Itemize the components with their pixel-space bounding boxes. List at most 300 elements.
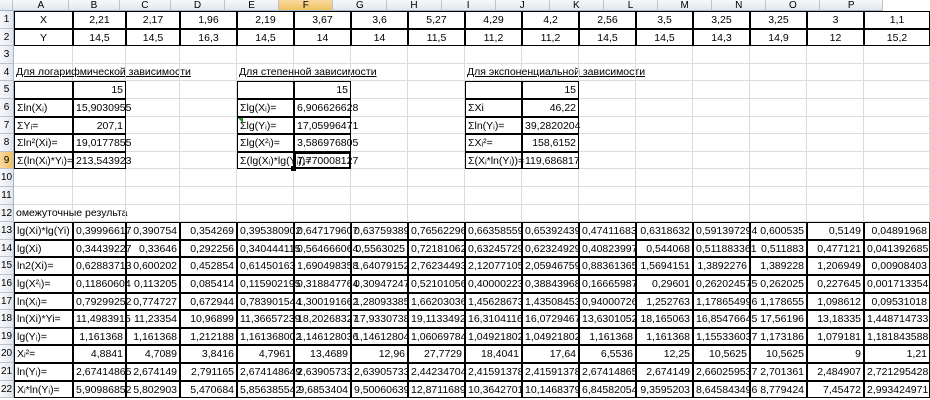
- cell-a1[interactable]: X: [14, 11, 73, 29]
- cell-i12[interactable]: [465, 205, 522, 223]
- cell-k22[interactable]: 6,84582054: [579, 381, 636, 399]
- cell-e12[interactable]: [237, 205, 294, 223]
- cell-g9[interactable]: [351, 152, 408, 170]
- cell-e18[interactable]: 11,36657239: [237, 310, 294, 328]
- row-header-22[interactable]: 22: [0, 381, 14, 399]
- cell-m10[interactable]: [693, 169, 750, 187]
- cell-n12[interactable]: [750, 205, 807, 223]
- cell-m16[interactable]: 0,262024575: [693, 275, 750, 293]
- cell-p5[interactable]: [864, 81, 930, 99]
- cell-l5[interactable]: [636, 81, 693, 99]
- error-indicator-icon[interactable]: [238, 118, 243, 123]
- cell-h6[interactable]: [408, 99, 465, 117]
- cell-c1[interactable]: 2,17: [126, 11, 180, 29]
- cell-m8[interactable]: [693, 134, 750, 152]
- column-header-h[interactable]: H: [387, 0, 441, 11]
- cell-h2[interactable]: 11,5: [408, 29, 465, 47]
- cell-k3[interactable]: [579, 46, 636, 64]
- cell-i3[interactable]: [465, 46, 522, 64]
- cell-j10[interactable]: [522, 169, 579, 187]
- cell-b9[interactable]: 213,543923: [73, 152, 126, 170]
- cell-o5[interactable]: [807, 81, 864, 99]
- cell-o17[interactable]: 1,098612: [807, 293, 864, 311]
- column-header-g[interactable]: G: [333, 0, 387, 11]
- cell-o11[interactable]: [807, 187, 864, 205]
- row-header-9[interactable]: 9: [0, 152, 14, 170]
- cell-j18[interactable]: 16,0729467: [522, 310, 579, 328]
- cell-p15[interactable]: 0,00908403: [864, 257, 930, 275]
- row-header-19[interactable]: 19: [0, 328, 14, 346]
- cell-f11[interactable]: [294, 187, 351, 205]
- cell-d11[interactable]: [180, 187, 237, 205]
- cell-i16[interactable]: 0,40000223: [465, 275, 522, 293]
- cell-n9[interactable]: [750, 152, 807, 170]
- cell-d1[interactable]: 1,96: [180, 11, 237, 29]
- cell-o22[interactable]: 7,45472: [807, 381, 864, 399]
- cell-g8[interactable]: [351, 134, 408, 152]
- cell-n8[interactable]: [750, 134, 807, 152]
- cell-h13[interactable]: 0,76562296: [408, 222, 465, 240]
- cell-g20[interactable]: 12,96: [351, 345, 408, 363]
- cell-e3[interactable]: [237, 46, 294, 64]
- cell-c13[interactable]: 0,390754: [126, 222, 180, 240]
- cell-d21[interactable]: 2,791165: [180, 363, 237, 381]
- row-header-20[interactable]: 20: [0, 345, 14, 363]
- cell-k20[interactable]: 6,5536: [579, 345, 636, 363]
- cell-a14[interactable]: lg(Xi): [14, 240, 73, 258]
- cell-a19[interactable]: lg(Yᵢ)=: [14, 328, 73, 346]
- column-header-n[interactable]: N: [712, 0, 766, 11]
- cell-j1[interactable]: 4,2: [522, 11, 579, 29]
- cell-b22[interactable]: 5,90986852: [73, 381, 126, 399]
- cell-m4[interactable]: [693, 64, 750, 82]
- cell-e22[interactable]: 5,856385542: [237, 381, 294, 399]
- cell-a15[interactable]: ln2(Xi)=: [14, 257, 73, 275]
- cell-h1[interactable]: 5,27: [408, 11, 465, 29]
- cell-b15[interactable]: 0,62883713: [73, 257, 126, 275]
- cell-c9[interactable]: [126, 152, 180, 170]
- cell-l11[interactable]: [636, 187, 693, 205]
- cell-b20[interactable]: 4,8841: [73, 345, 126, 363]
- cell-i15[interactable]: 2,12077105: [465, 257, 522, 275]
- cell-h22[interactable]: 12,8711689: [408, 381, 465, 399]
- cell-c12[interactable]: [126, 205, 180, 223]
- cell-e14[interactable]: 0,340444115: [237, 240, 294, 258]
- cell-n18[interactable]: 17,56196: [750, 310, 807, 328]
- cell-k2[interactable]: 14,5: [579, 29, 636, 47]
- column-header-e[interactable]: E: [225, 0, 279, 11]
- cell-m12[interactable]: [693, 205, 750, 223]
- row-header-5[interactable]: 5: [0, 81, 14, 99]
- cell-a20[interactable]: Xᵢ²=: [14, 345, 73, 363]
- column-header-k[interactable]: K: [550, 0, 604, 11]
- cell-p11[interactable]: [864, 187, 930, 205]
- cell-c21[interactable]: 2,674149: [126, 363, 180, 381]
- cell-k21[interactable]: 2,67414865: [579, 363, 636, 381]
- cell-a10[interactable]: [14, 169, 73, 187]
- cell-i22[interactable]: 10,3642701: [465, 381, 522, 399]
- cell-o7[interactable]: [807, 117, 864, 135]
- row-header-1[interactable]: 1: [0, 11, 14, 29]
- cell-p18[interactable]: 1,448714733: [864, 310, 930, 328]
- cell-h18[interactable]: 19,1133492: [408, 310, 465, 328]
- cell-l15[interactable]: 1,5694151: [636, 257, 693, 275]
- cell-b7[interactable]: 207,1: [73, 117, 126, 135]
- cell-i11[interactable]: [465, 187, 522, 205]
- cell-f7[interactable]: 17,05996471: [294, 117, 351, 135]
- cell-e5[interactable]: [237, 81, 294, 99]
- cell-f13[interactable]: 0,647179607: [294, 222, 351, 240]
- cell-c19[interactable]: 1,161368: [126, 328, 180, 346]
- cell-l16[interactable]: 0,29601: [636, 275, 693, 293]
- cell-i14[interactable]: 0,63245729: [465, 240, 522, 258]
- cell-j17[interactable]: 1,43508453: [522, 293, 579, 311]
- cell-g2[interactable]: 14: [351, 29, 408, 47]
- cell-d20[interactable]: 3,8416: [180, 345, 237, 363]
- cell-d4[interactable]: [180, 64, 237, 82]
- cell-a5[interactable]: [14, 81, 73, 99]
- cell-j3[interactable]: [522, 46, 579, 64]
- cell-b5[interactable]: 15: [73, 81, 126, 99]
- row-header-13[interactable]: 13: [0, 222, 14, 240]
- cell-e10[interactable]: [237, 169, 294, 187]
- cell-k18[interactable]: 13,6301052: [579, 310, 636, 328]
- cell-n5[interactable]: [750, 81, 807, 99]
- cell-i5[interactable]: [465, 81, 522, 99]
- cell-m19[interactable]: 1,155336037: [693, 328, 750, 346]
- cell-b12[interactable]: [73, 205, 126, 223]
- select-all-corner[interactable]: [0, 0, 13, 11]
- cell-f19[interactable]: 1,146128036: [294, 328, 351, 346]
- cell-o3[interactable]: [807, 46, 864, 64]
- cell-a6[interactable]: Σln(Xᵢ): [14, 99, 73, 117]
- cell-g1[interactable]: 3,6: [351, 11, 408, 29]
- cell-b3[interactable]: [73, 46, 126, 64]
- cell-o1[interactable]: 3: [807, 11, 864, 29]
- cell-g17[interactable]: 1,28093385: [351, 293, 408, 311]
- cell-o20[interactable]: 9: [807, 345, 864, 363]
- cell-m9[interactable]: [693, 152, 750, 170]
- cell-b13[interactable]: 0,39996617: [73, 222, 126, 240]
- cell-e2[interactable]: 14,5: [237, 29, 294, 47]
- cell-n13[interactable]: 0,600535: [750, 222, 807, 240]
- column-header-a[interactable]: A: [13, 0, 69, 11]
- cell-m18[interactable]: 16,85476645: [693, 310, 750, 328]
- cell-n14[interactable]: 0,511883: [750, 240, 807, 258]
- cell-m1[interactable]: 3,25: [693, 11, 750, 29]
- cell-p16[interactable]: 0,001713354: [864, 275, 930, 293]
- cell-h21[interactable]: 2,44234704: [408, 363, 465, 381]
- cell-c2[interactable]: 14,5: [126, 29, 180, 47]
- cell-h10[interactable]: [408, 169, 465, 187]
- cell-p10[interactable]: [864, 169, 930, 187]
- cell-l2[interactable]: 14,5: [636, 29, 693, 47]
- cell-c22[interactable]: 5,802903: [126, 381, 180, 399]
- cell-n19[interactable]: 1,173186: [750, 328, 807, 346]
- cell-g19[interactable]: 1,14612804: [351, 328, 408, 346]
- cell-n10[interactable]: [750, 169, 807, 187]
- cell-k10[interactable]: [579, 169, 636, 187]
- cell-e7[interactable]: Σlg(Yᵢ)=: [237, 117, 294, 135]
- cell-a4[interactable]: Для логарифмической зависимости: [14, 64, 73, 82]
- row-header-2[interactable]: 2: [0, 29, 14, 47]
- cell-i13[interactable]: 0,66358559: [465, 222, 522, 240]
- cell-d9[interactable]: [180, 152, 237, 170]
- cell-j13[interactable]: 0,65392439: [522, 222, 579, 240]
- cell-n21[interactable]: 2,701361: [750, 363, 807, 381]
- cell-f5[interactable]: 15: [294, 81, 351, 99]
- cell-e15[interactable]: 0,61450163: [237, 257, 294, 275]
- cell-m2[interactable]: 14,3: [693, 29, 750, 47]
- cell-h7[interactable]: [408, 117, 465, 135]
- cell-n4[interactable]: [750, 64, 807, 82]
- cell-f8[interactable]: 3,586976805: [294, 134, 351, 152]
- cell-c8[interactable]: [126, 134, 180, 152]
- cell-k5[interactable]: [579, 81, 636, 99]
- cell-m17[interactable]: 1,178654996: [693, 293, 750, 311]
- cell-p17[interactable]: 0,09531018: [864, 293, 930, 311]
- cell-h20[interactable]: 27,7729: [408, 345, 465, 363]
- cell-e20[interactable]: 4,7961: [237, 345, 294, 363]
- cell-p13[interactable]: 0,04891968: [864, 222, 930, 240]
- cell-k19[interactable]: 1,161368: [579, 328, 636, 346]
- cell-j20[interactable]: 17,64: [522, 345, 579, 363]
- cell-l14[interactable]: 0,544068: [636, 240, 693, 258]
- cell-b18[interactable]: 11,4983915: [73, 310, 126, 328]
- cell-a3[interactable]: [14, 46, 73, 64]
- column-header-bar[interactable]: [0, 0, 883, 11]
- cell-i6[interactable]: ΣXi: [465, 99, 522, 117]
- cell-e1[interactable]: 2,19: [237, 11, 294, 29]
- cell-b14[interactable]: 0,34439227: [73, 240, 126, 258]
- column-header-f[interactable]: F: [279, 0, 333, 11]
- cell-g22[interactable]: 9,50060639: [351, 381, 408, 399]
- cell-o10[interactable]: [807, 169, 864, 187]
- cell-l18[interactable]: 18,165063: [636, 310, 693, 328]
- cell-c11[interactable]: [126, 187, 180, 205]
- cell-e16[interactable]: 0,115902195: [237, 275, 294, 293]
- cell-m6[interactable]: [693, 99, 750, 117]
- cell-c7[interactable]: [126, 117, 180, 135]
- cell-e21[interactable]: 2,674148649: [237, 363, 294, 381]
- cell-o8[interactable]: [807, 134, 864, 152]
- cell-j15[interactable]: 2,05946759: [522, 257, 579, 275]
- cell-g15[interactable]: 1,64079152: [351, 257, 408, 275]
- column-header-c[interactable]: C: [120, 0, 171, 11]
- cell-g6[interactable]: [351, 99, 408, 117]
- column-header-o[interactable]: O: [766, 0, 820, 11]
- cell-o13[interactable]: 0,5149: [807, 222, 864, 240]
- cell-f18[interactable]: 18,20268327: [294, 310, 351, 328]
- cell-d14[interactable]: 0,292256: [180, 240, 237, 258]
- cell-k16[interactable]: 0,16665987: [579, 275, 636, 293]
- cell-c15[interactable]: 0,600202: [126, 257, 180, 275]
- cell-h12[interactable]: [408, 205, 465, 223]
- cell-n17[interactable]: 1,178655: [750, 293, 807, 311]
- cell-c4[interactable]: [126, 64, 180, 82]
- cell-h8[interactable]: [408, 134, 465, 152]
- cell-l17[interactable]: 1,252763: [636, 293, 693, 311]
- cell-a11[interactable]: [14, 187, 73, 205]
- cell-d12[interactable]: [180, 205, 237, 223]
- cell-h14[interactable]: 0,72181062: [408, 240, 465, 258]
- cell-k12[interactable]: [579, 205, 636, 223]
- cell-f2[interactable]: 14: [294, 29, 351, 47]
- cell-i8[interactable]: ΣXᵢ²=: [465, 134, 522, 152]
- cell-j16[interactable]: 0,38843968: [522, 275, 579, 293]
- cell-n22[interactable]: 8,779424: [750, 381, 807, 399]
- cell-g18[interactable]: 17,9330738: [351, 310, 408, 328]
- cell-l9[interactable]: [636, 152, 693, 170]
- cell-f12[interactable]: [294, 205, 351, 223]
- cell-j2[interactable]: 11,2: [522, 29, 579, 47]
- cell-i7[interactable]: Σln(Yᵢ)=: [465, 117, 522, 135]
- cell-a9[interactable]: Σ(ln(Xᵢ)*Yᵢ)=: [14, 152, 73, 170]
- cell-l8[interactable]: [636, 134, 693, 152]
- cell-o6[interactable]: [807, 99, 864, 117]
- cell-a18[interactable]: ln(Xi)*Yi=: [14, 310, 73, 328]
- column-header-l[interactable]: L: [604, 0, 658, 11]
- cell-i1[interactable]: 4,29: [465, 11, 522, 29]
- cell-j9[interactable]: 119,686817: [522, 152, 579, 170]
- cell-g10[interactable]: [351, 169, 408, 187]
- cell-k6[interactable]: [579, 99, 636, 117]
- cell-e4[interactable]: Для степенной зависимости: [237, 64, 294, 82]
- cell-j12[interactable]: [522, 205, 579, 223]
- cell-j19[interactable]: 1,04921802: [522, 328, 579, 346]
- cell-o15[interactable]: 1,206949: [807, 257, 864, 275]
- cell-f21[interactable]: 2,63905733: [294, 363, 351, 381]
- cell-d7[interactable]: [180, 117, 237, 135]
- cell-h15[interactable]: 2,76234493: [408, 257, 465, 275]
- cell-d19[interactable]: 1,212188: [180, 328, 237, 346]
- cell-c17[interactable]: 0,774727: [126, 293, 180, 311]
- cell-f9[interactable]: 7,770008127: [294, 152, 351, 170]
- row-header-15[interactable]: 15: [0, 257, 14, 275]
- cell-a21[interactable]: ln(Yᵢ)=: [14, 363, 73, 381]
- cell-j5[interactable]: 15: [522, 81, 579, 99]
- cell-m20[interactable]: 10,5625: [693, 345, 750, 363]
- cell-k13[interactable]: 0,47411683: [579, 222, 636, 240]
- cell-d5[interactable]: [180, 81, 237, 99]
- cell-d8[interactable]: [180, 134, 237, 152]
- cell-d16[interactable]: 0,085414: [180, 275, 237, 293]
- cell-m21[interactable]: 2,660259537: [693, 363, 750, 381]
- cell-p3[interactable]: [864, 46, 930, 64]
- row-header-17[interactable]: 17: [0, 293, 14, 311]
- cell-m7[interactable]: [693, 117, 750, 135]
- cell-f16[interactable]: 0,318847764: [294, 275, 351, 293]
- cell-i4[interactable]: Для экспоненциальной зависимости: [465, 64, 522, 82]
- cell-m15[interactable]: 1,3892276: [693, 257, 750, 275]
- cell-m5[interactable]: [693, 81, 750, 99]
- cell-d22[interactable]: 5,470684: [180, 381, 237, 399]
- cell-b11[interactable]: [73, 187, 126, 205]
- cell-i10[interactable]: [465, 169, 522, 187]
- cell-k15[interactable]: 0,88361365: [579, 257, 636, 275]
- cell-n16[interactable]: 0,262025: [750, 275, 807, 293]
- cell-n20[interactable]: 10,5625: [750, 345, 807, 363]
- cell-o14[interactable]: 0,477121: [807, 240, 864, 258]
- cell-m13[interactable]: 0,591397294: [693, 222, 750, 240]
- cell-o18[interactable]: 13,18335: [807, 310, 864, 328]
- cell-g4[interactable]: [351, 64, 408, 82]
- cell-f14[interactable]: 0,564666064: [294, 240, 351, 258]
- cell-j8[interactable]: 158,6152: [522, 134, 579, 152]
- cell-l13[interactable]: 0,6318632: [636, 222, 693, 240]
- cell-d15[interactable]: 0,452854: [180, 257, 237, 275]
- cell-f20[interactable]: 13,4689: [294, 345, 351, 363]
- cell-p14[interactable]: 0,041392685: [864, 240, 930, 258]
- cell-j14[interactable]: 0,62324929: [522, 240, 579, 258]
- cell-c3[interactable]: [126, 46, 180, 64]
- cell-n1[interactable]: 3,25: [750, 11, 807, 29]
- cell-k1[interactable]: 2,56: [579, 11, 636, 29]
- cell-j11[interactable]: [522, 187, 579, 205]
- cell-g7[interactable]: [351, 117, 408, 135]
- cell-b8[interactable]: 19,0177855: [73, 134, 126, 152]
- cell-f22[interactable]: 9,6853404: [294, 381, 351, 399]
- cell-i2[interactable]: 11,2: [465, 29, 522, 47]
- cell-p19[interactable]: 1,181843588: [864, 328, 930, 346]
- cell-a12[interactable]: омежуточные результа: [14, 205, 73, 223]
- row-header-3[interactable]: 3: [0, 46, 14, 64]
- cell-g21[interactable]: 2,63905733: [351, 363, 408, 381]
- cell-l6[interactable]: [636, 99, 693, 117]
- cell-k4[interactable]: [579, 64, 636, 82]
- row-header-21[interactable]: 21: [0, 363, 14, 381]
- cell-j7[interactable]: 39,2820204: [522, 117, 579, 135]
- cell-k17[interactable]: 0,94000726: [579, 293, 636, 311]
- cell-n15[interactable]: 1,389228: [750, 257, 807, 275]
- cell-l7[interactable]: [636, 117, 693, 135]
- cell-c6[interactable]: [126, 99, 180, 117]
- row-header-4[interactable]: 4: [0, 64, 14, 82]
- cell-c5[interactable]: [126, 81, 180, 99]
- cell-p9[interactable]: [864, 152, 930, 170]
- cell-f17[interactable]: 1,300191662: [294, 293, 351, 311]
- cell-d13[interactable]: 0,354269: [180, 222, 237, 240]
- cell-l21[interactable]: 2,674149: [636, 363, 693, 381]
- cell-p2[interactable]: 15,2: [864, 29, 930, 47]
- cell-n11[interactable]: [750, 187, 807, 205]
- cell-j4[interactable]: [522, 64, 579, 82]
- cell-a8[interactable]: Σln²(Xi)=: [14, 134, 73, 152]
- column-header-j[interactable]: J: [496, 0, 550, 11]
- cell-b1[interactable]: 2,21: [73, 11, 126, 29]
- cell-d6[interactable]: [180, 99, 237, 117]
- column-header-m[interactable]: M: [658, 0, 712, 11]
- cell-h4[interactable]: [408, 64, 465, 82]
- cell-f15[interactable]: 1,690498358: [294, 257, 351, 275]
- cell-e8[interactable]: Σlg(X²ᵢ)=: [237, 134, 294, 152]
- row-header-6[interactable]: 6: [0, 99, 14, 117]
- cell-m14[interactable]: 0,511883361: [693, 240, 750, 258]
- cell-g16[interactable]: 0,30947247: [351, 275, 408, 293]
- cell-l22[interactable]: 9,3595203: [636, 381, 693, 399]
- cell-i9[interactable]: Σ(Xᵢ*ln(Yᵢ))=: [465, 152, 522, 170]
- cell-f10[interactable]: [294, 169, 351, 187]
- row-header-8[interactable]: 8: [0, 134, 14, 152]
- cell-m22[interactable]: 8,645843496: [693, 381, 750, 399]
- cell-p1[interactable]: 1,1: [864, 11, 930, 29]
- cell-b10[interactable]: [73, 169, 126, 187]
- row-header-10[interactable]: 10: [0, 169, 14, 187]
- cell-f6[interactable]: 6,906626628: [294, 99, 351, 117]
- cell-f3[interactable]: [294, 46, 351, 64]
- cell-d2[interactable]: 16,3: [180, 29, 237, 47]
- fill-handle[interactable]: [291, 166, 296, 171]
